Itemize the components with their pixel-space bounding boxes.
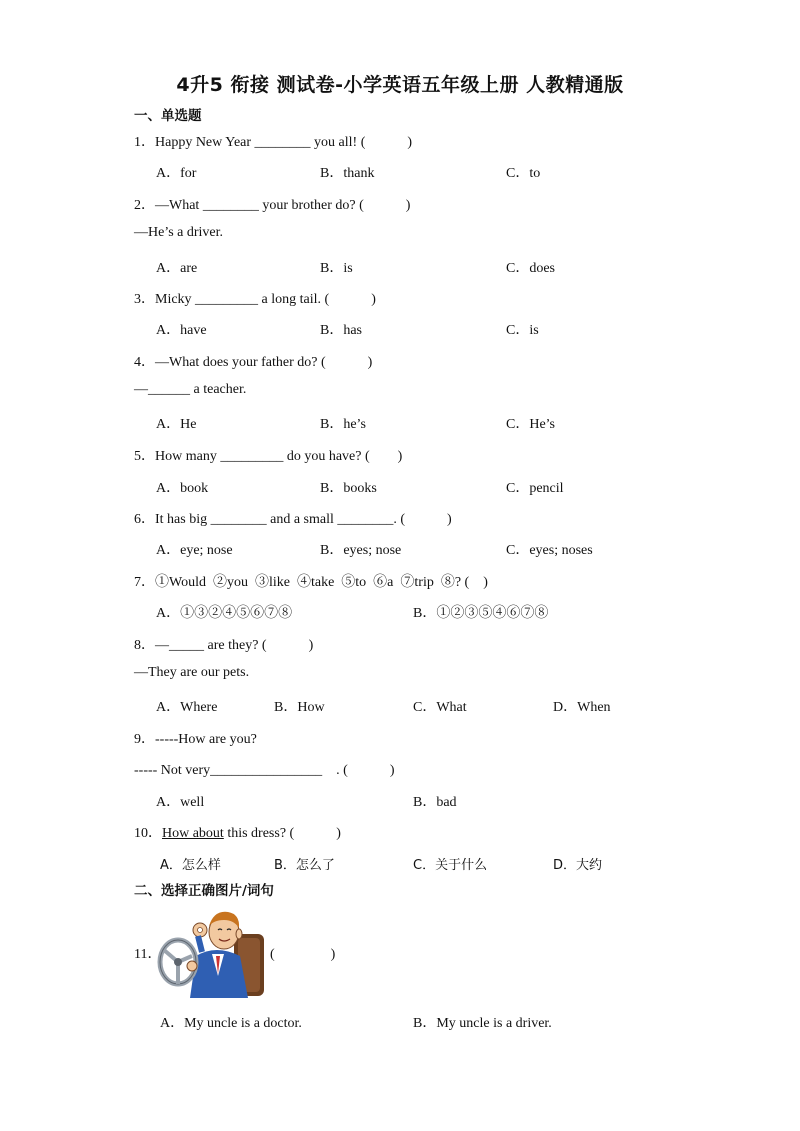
question-10-number: 10． bbox=[134, 826, 162, 841]
question-5-stem: 5．How many _________ do you have? ( ) bbox=[134, 449, 403, 464]
q7-option-a: A．①③②④⑤⑥⑦⑧ bbox=[156, 606, 293, 621]
question-9-stem: 9．-----How are you? bbox=[134, 732, 257, 747]
q2-option-a: A．are bbox=[156, 261, 198, 276]
question-3-stem: 3．Micky _________ a long tail. ( ) bbox=[134, 292, 376, 307]
q5-option-c: C．pencil bbox=[506, 481, 564, 496]
q2-option-c: C．does bbox=[506, 261, 555, 276]
q6-option-c: C．eyes; noses bbox=[506, 543, 593, 558]
question-10-underlined-phrase: How about bbox=[162, 826, 224, 841]
question-11-number: 11． bbox=[134, 947, 162, 962]
q10-option-a: A．怎么样 bbox=[160, 858, 221, 873]
q4-option-b: B．he’s bbox=[320, 417, 366, 432]
q5-option-a: A．book bbox=[156, 481, 209, 496]
question-4-answer-line: —______ a teacher. bbox=[134, 382, 247, 397]
question-1-stem: 1．Happy New Year ________ you all! ( ) bbox=[134, 135, 413, 150]
q8-option-d: D．When bbox=[553, 700, 611, 715]
q2-option-b: B．is bbox=[320, 261, 353, 276]
q4-option-c: C．He’s bbox=[506, 417, 555, 432]
q10-option-d: D．大约 bbox=[553, 858, 603, 873]
q8-option-a: A．Where bbox=[156, 700, 218, 715]
q7-option-b: B．①②③⑤④⑥⑦⑧ bbox=[413, 606, 549, 621]
q11-option-b: B．My uncle is a driver. bbox=[413, 1016, 552, 1031]
section-heading-single-choice: 一、单选题 bbox=[134, 108, 202, 124]
q3-option-b: B．has bbox=[320, 323, 362, 338]
question-11-answer-paren: ( ) bbox=[270, 947, 336, 962]
q6-option-a: A．eye; nose bbox=[156, 543, 233, 558]
question-2-answer-line: —He’s a driver. bbox=[134, 225, 224, 240]
q1-option-c: C．to bbox=[506, 166, 541, 181]
q3-option-c: C．is bbox=[506, 323, 539, 338]
q1-option-b: B．thank bbox=[320, 166, 375, 181]
q9-option-b: B．bad bbox=[413, 795, 457, 810]
question-7-stem: 7．①Would ②you ③like ④take ⑤to ⑥a ⑦trip ⑧? ( ) bbox=[134, 575, 488, 590]
q10-option-b: B．怎么了 bbox=[274, 858, 335, 873]
q1-option-a: A．for bbox=[156, 166, 197, 181]
q6-option-b: B．eyes; nose bbox=[320, 543, 402, 558]
q11-option-a: A．My uncle is a doctor. bbox=[160, 1016, 302, 1031]
question-6-stem: 6．It has big ________ and a small ________. ( ) bbox=[134, 512, 452, 527]
q9-option-a: A．well bbox=[156, 795, 205, 810]
question-10-stem bbox=[134, 822, 341, 842]
q10-option-c: C．关于什么 bbox=[413, 858, 488, 873]
page-title: 4升5 衔接 测试卷-小学英语五年级上册 人教精通版 bbox=[176, 74, 624, 96]
section-heading-choose-picture: 二、选择正确图片/词句 bbox=[134, 883, 274, 899]
q4-option-a: A．He bbox=[156, 417, 197, 432]
q8-option-b: B．How bbox=[274, 700, 325, 715]
question-2-stem: 2．—What ________ your brother do? ( ) bbox=[134, 198, 411, 213]
q5-option-b: B．books bbox=[320, 481, 377, 496]
question-9-answer-line: ----- Not very________________ . ( ) bbox=[134, 763, 395, 778]
q8-option-c: C．What bbox=[413, 700, 467, 715]
question-8-answer-line: —They are our pets. bbox=[134, 665, 250, 680]
q3-option-a: A．have bbox=[156, 323, 207, 338]
question-8-stem: 8．—_____ are they? ( ) bbox=[134, 638, 314, 653]
driver-illustration bbox=[156, 906, 268, 998]
question-10-rest: this dress? ( ) bbox=[223, 826, 341, 841]
question-4-stem: 4．—What does your father do? ( ) bbox=[134, 355, 373, 370]
